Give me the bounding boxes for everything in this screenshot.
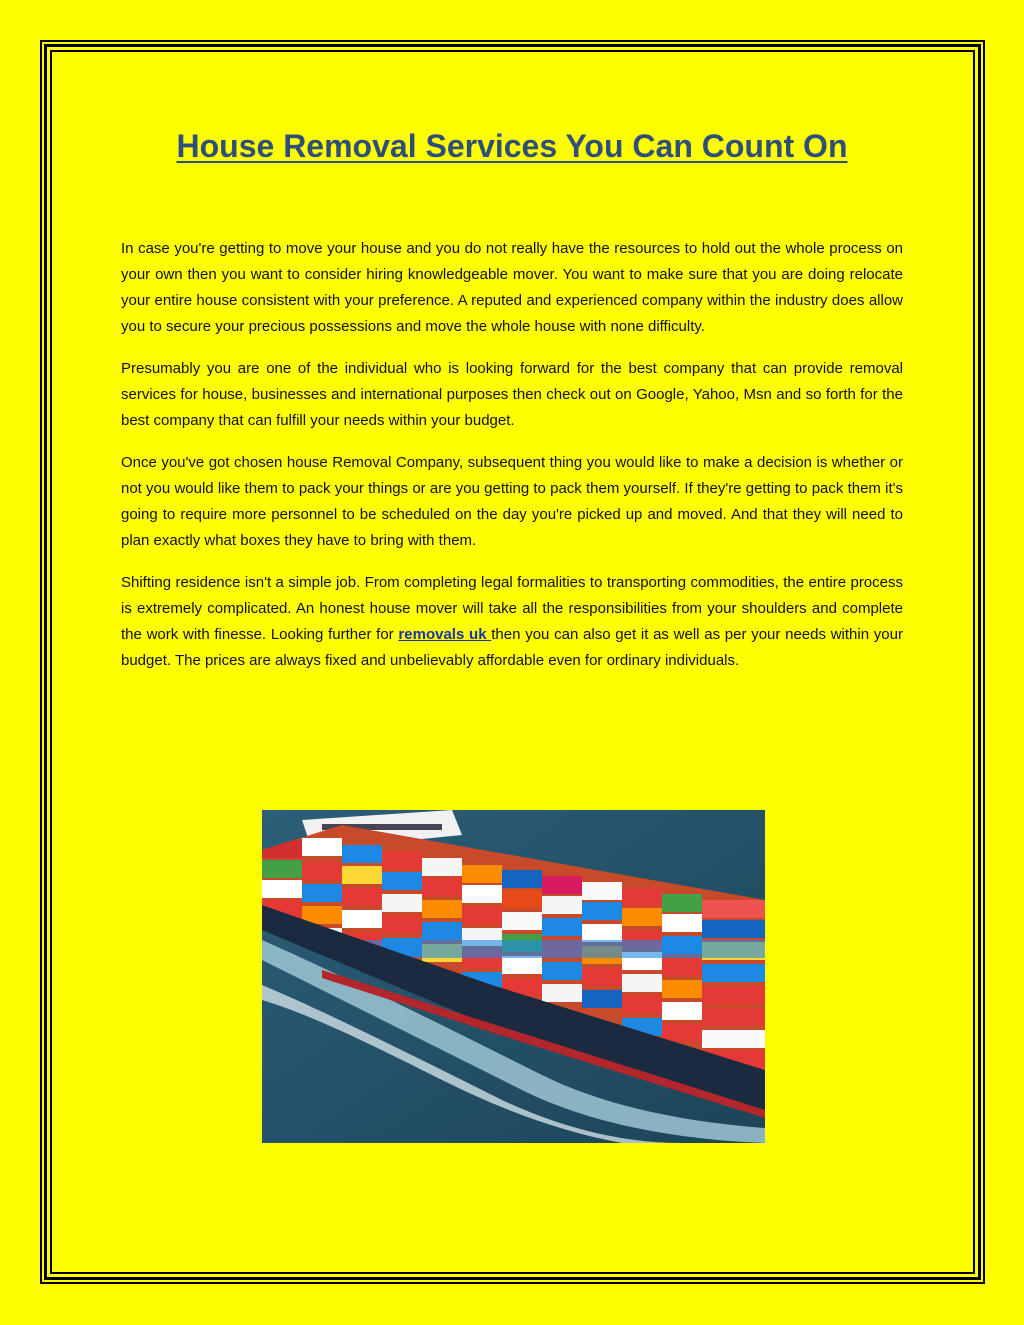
paragraph-4-text-start: Shifting residence isn't a simple job. From completing legal formalities to transporting commodities, the entire process is extremely complicated. An honest house mover will take all the responsibilities from your shoulders and complete the work with finesse. Looking further for bbox=[121, 574, 903, 643]
paragraph-4 bbox=[121, 570, 903, 674]
paragraph-1: In case you're getting to move your house and you do not really have the resources to hold out the whole process on your own then you want to consider hiring knowledgeable mover. You want to make sure that you are doing relocate your entire house consistent with your preference. A reputed and experienced company within the industry does allow you to secure your precious possessions and move the whole house with none difficulty. bbox=[121, 240, 903, 335]
paragraph-2: Presumably you are one of the individual who is looking forward for the best company that can provide removal services for house, businesses and international purposes then check out on Google, Yahoo, Msn and so forth for the best company that can fulfill your needs within your budget. bbox=[121, 360, 903, 429]
removals-uk-link[interactable]: removals uk bbox=[398, 626, 492, 643]
paragraph-3: Once you've got chosen house Removal Company, subsequent thing you would like to make a decision is whether or not you would like them to pack your things or are you getting to pack them yourself. If they're getting to pack them it's going to require more personnel to be scheduled on the day you're picked up and moved. And that they will need to plan exactly what boxes they have to bring with them. bbox=[121, 454, 903, 549]
article-body bbox=[121, 236, 903, 690]
page-title-text: House Removal Services You Can Count On bbox=[176, 128, 848, 164]
container-ship-photo bbox=[262, 810, 765, 1143]
page-title bbox=[0, 124, 1024, 168]
paragraph-4-text-end: then you can also get it as well as per your needs within your budget. The prices are always fixed and unbelievably affordable even for ordinary individuals. bbox=[121, 626, 903, 669]
